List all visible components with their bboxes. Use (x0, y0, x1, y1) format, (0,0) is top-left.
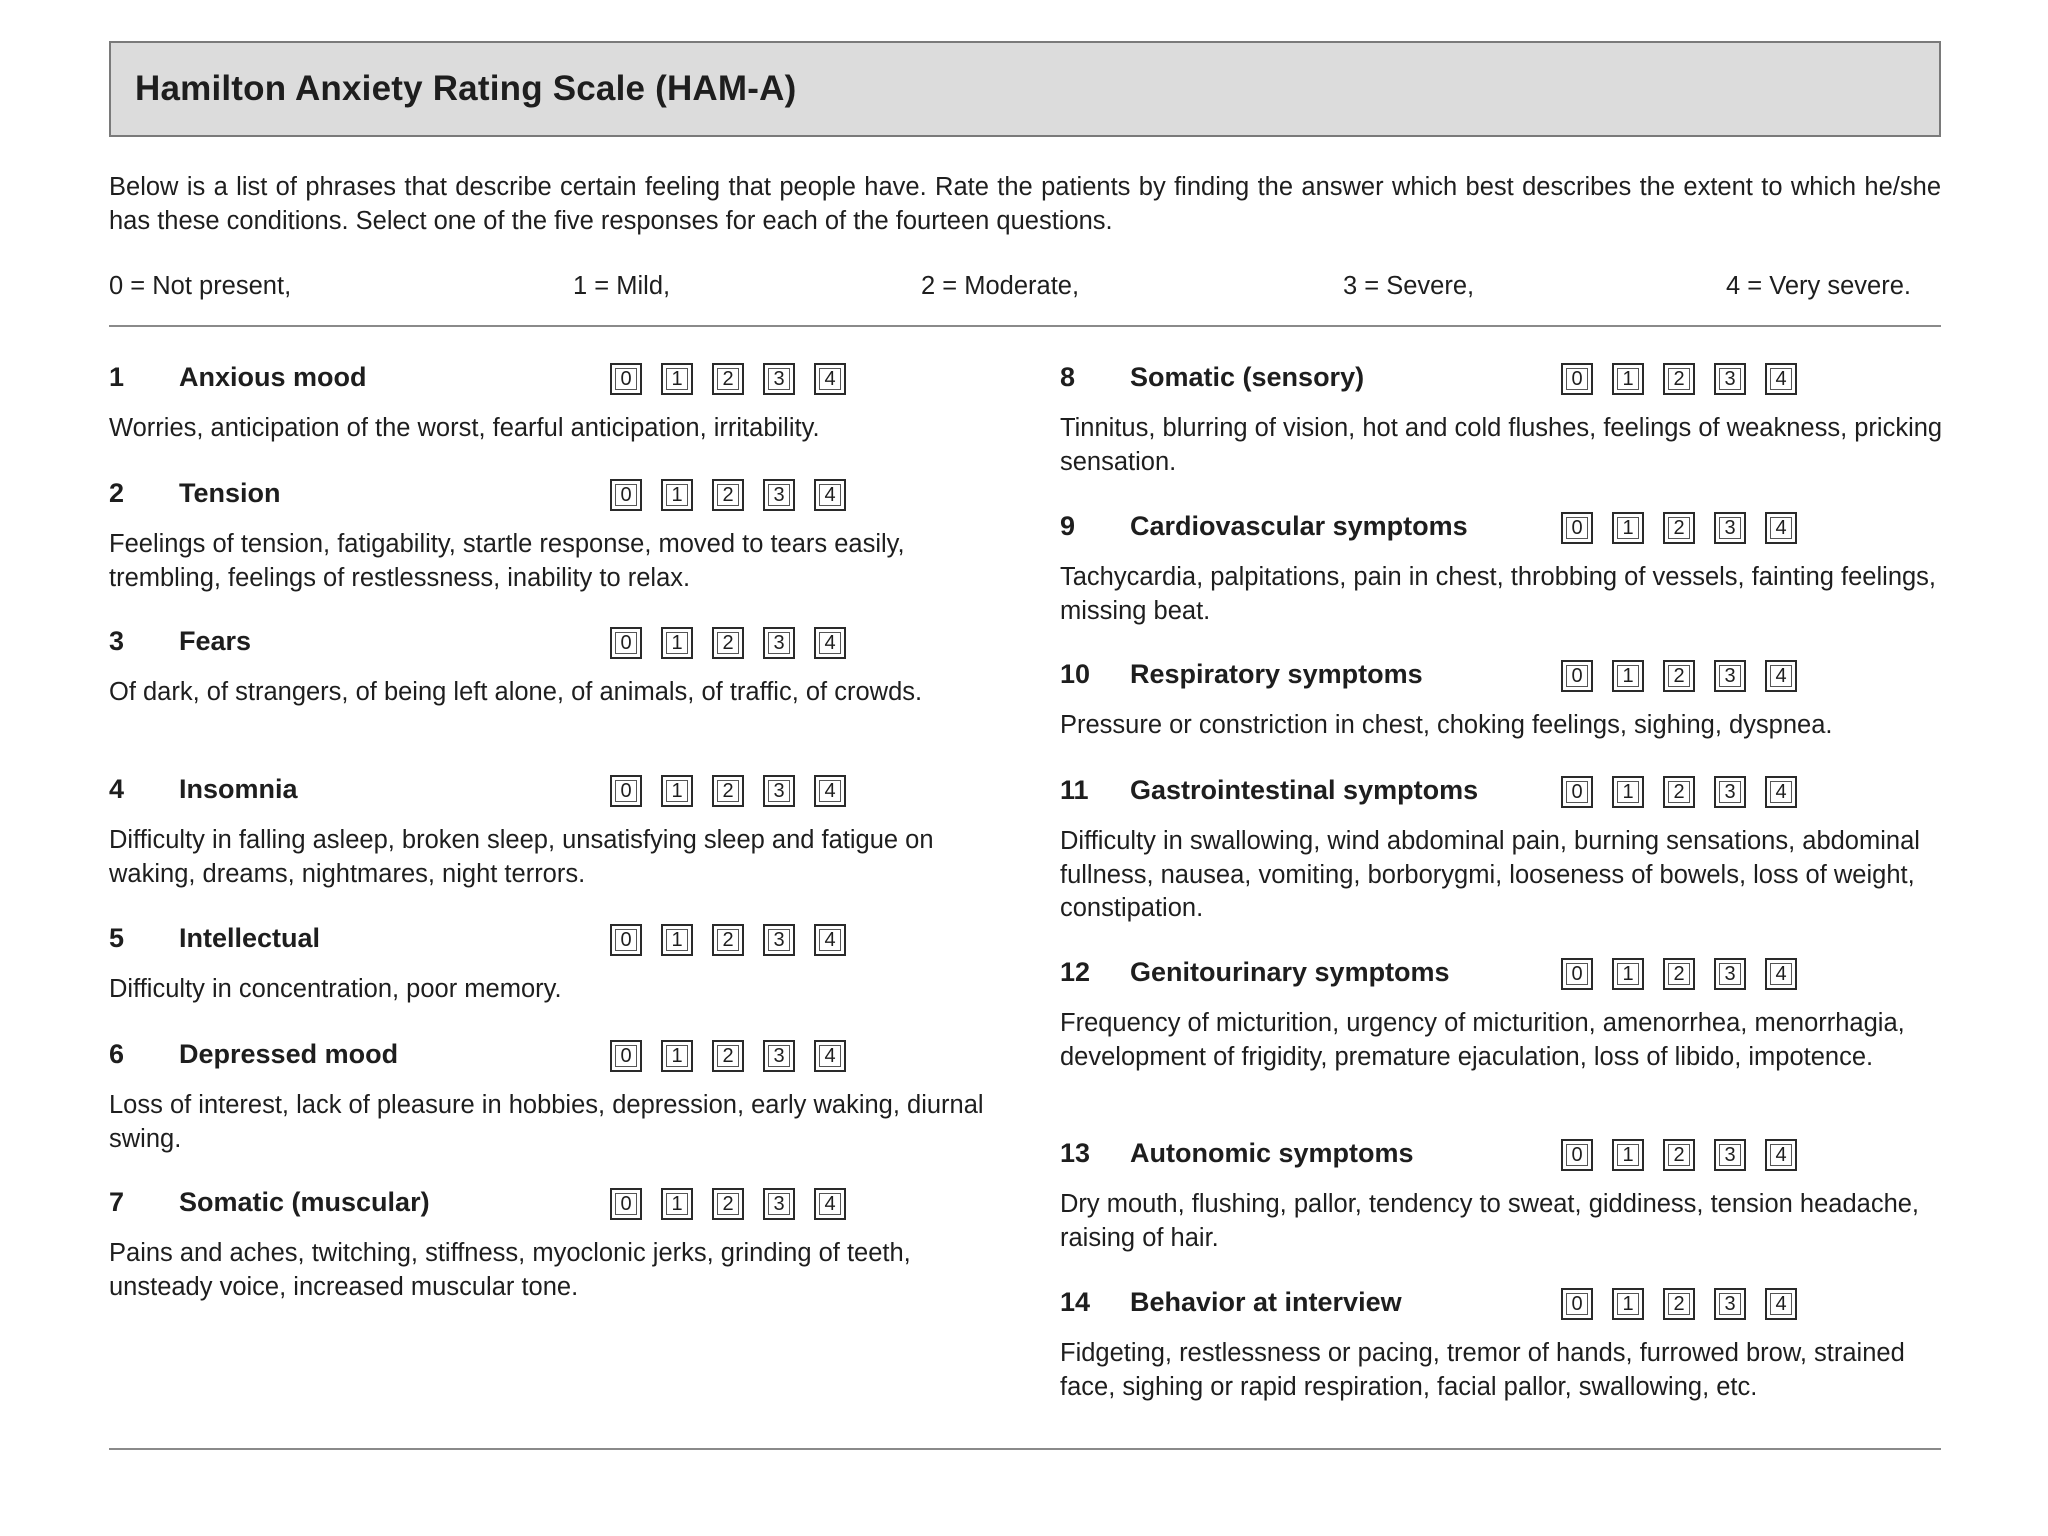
item-description: Worries, anticipation of the worst, fearful anticipation, irritability. (109, 414, 820, 442)
rating-option-4[interactable] (814, 1040, 846, 1072)
scale-legend-2: 2 = Moderate, (921, 272, 1080, 300)
rating-option-3[interactable] (763, 627, 795, 659)
rating-option-label: 0 (1566, 1144, 1588, 1166)
rating-option-label: 0 (615, 484, 637, 506)
rating-option-3[interactable] (1714, 363, 1746, 395)
rating-option-label: 0 (1566, 1293, 1588, 1315)
item-name: Somatic (sensory) (1130, 362, 1365, 392)
rating-option-4[interactable] (814, 924, 846, 956)
rating-option-label: 0 (1566, 368, 1588, 390)
rating-options (1561, 660, 1797, 692)
rating-options (610, 1040, 846, 1072)
rating-option-label: 3 (1719, 368, 1741, 390)
rating-option-label: 0 (1566, 963, 1588, 985)
rating-option-4[interactable] (1765, 660, 1797, 692)
rating-option-label: 4 (819, 929, 841, 951)
rating-option-4[interactable] (814, 363, 846, 395)
rating-option-0[interactable] (610, 363, 642, 395)
rating-option-3[interactable] (763, 479, 795, 511)
item-description: Difficulty in falling asleep, broken sleep, unsatisfying sleep and fatigue on waking, dreams, nightmares, night terrors. (109, 826, 934, 888)
item-number: 14 (1060, 1287, 1091, 1317)
rating-option-label: 2 (1668, 517, 1690, 539)
rating-option-1[interactable] (661, 479, 693, 511)
rating-option-0[interactable] (610, 1188, 642, 1220)
rating-option-2[interactable] (712, 1040, 744, 1072)
item-name: Anxious mood (179, 362, 367, 392)
rating-option-label: 2 (717, 1193, 739, 1215)
rating-option-label: 2 (1668, 781, 1690, 803)
item-description: Pains and aches, twitching, stiffness, myoclonic jerks, grinding of teeth, unsteady voice, increased muscular tone. (109, 1239, 911, 1301)
rating-option-4[interactable] (814, 627, 846, 659)
rating-option-label: 3 (1719, 963, 1741, 985)
rating-option-4[interactable] (814, 1188, 846, 1220)
rating-option-4[interactable] (1765, 776, 1797, 808)
rating-option-label: 3 (1719, 517, 1741, 539)
rating-option-label: 4 (819, 1193, 841, 1215)
rating-option-label: 4 (1770, 963, 1792, 985)
rating-option-label: 2 (717, 632, 739, 654)
rating-option-label: 1 (666, 1045, 688, 1067)
rating-option-0[interactable] (610, 1040, 642, 1072)
item-name: Insomnia (179, 774, 298, 804)
rating-options (610, 627, 846, 659)
rating-option-label: 4 (1770, 1293, 1792, 1315)
rating-option-label: 3 (1719, 781, 1741, 803)
rating-option-label: 3 (1719, 1293, 1741, 1315)
rating-option-4[interactable] (814, 775, 846, 807)
rating-option-1[interactable] (1612, 776, 1644, 808)
rating-option-label: 0 (1566, 665, 1588, 687)
rating-option-4[interactable] (814, 479, 846, 511)
item-number: 12 (1060, 957, 1091, 987)
rating-option-2[interactable] (1663, 363, 1695, 395)
rating-options (610, 924, 846, 956)
scale-legend-0: 0 = Not present, (109, 272, 292, 300)
item-name: Fears (179, 626, 252, 656)
item-number: 13 (1060, 1138, 1091, 1168)
rating-option-label: 2 (1668, 665, 1690, 687)
rating-option-4[interactable] (1765, 512, 1797, 544)
rating-option-label: 3 (768, 484, 790, 506)
title-box (109, 41, 1941, 137)
rating-option-3[interactable] (763, 1040, 795, 1072)
rating-option-2[interactable] (712, 924, 744, 956)
item-description: Difficulty in swallowing, wind abdominal pain, burning sensations, abdominal fullness, nausea, vomiting, borborygmi, looseness of bowels, loss of weight, constipation. (1060, 827, 1920, 922)
rating-options (610, 775, 846, 807)
rating-option-label: 0 (615, 1193, 637, 1215)
rating-option-label: 1 (1617, 368, 1639, 390)
rating-option-label: 0 (1566, 517, 1588, 539)
rating-options (1561, 363, 1797, 395)
rating-option-label: 2 (1668, 963, 1690, 985)
item-name: Tension (179, 478, 281, 508)
rating-option-label: 0 (1566, 781, 1588, 803)
rating-option-label: 3 (768, 780, 790, 802)
scale-legend-1: 1 = Mild, (573, 272, 671, 300)
rating-option-label: 4 (819, 368, 841, 390)
item-description: Tachycardia, palpitations, pain in chest, throbbing of vessels, fainting feelings, missing beat. (1060, 563, 1937, 625)
rating-options (610, 479, 846, 511)
rating-option-label: 0 (615, 929, 637, 951)
item-name: Gastrointestinal symptoms (1130, 775, 1479, 805)
rating-option-1[interactable] (661, 627, 693, 659)
rating-options (610, 1188, 846, 1220)
rating-option-3[interactable] (1714, 958, 1746, 990)
rating-option-1[interactable] (1612, 363, 1644, 395)
intro-paragraph: Below is a list of phrases that describe certain feeling that people have. Rate the patients by finding the answer which best describes the extent to which he/she has these conditions. Select one of the five responses for each of the fourteen questions. (109, 173, 1941, 235)
rating-option-1[interactable] (661, 1188, 693, 1220)
item-description: Dry mouth, flushing, pallor, tendency to sweat, giddiness, tension headache, raising of hair. (1060, 1190, 1920, 1252)
rating-option-label: 1 (1617, 781, 1639, 803)
rating-option-label: 3 (768, 368, 790, 390)
item-name: Depressed mood (179, 1039, 399, 1069)
rating-option-1[interactable] (1612, 660, 1644, 692)
item-number: 8 (1060, 362, 1076, 392)
rating-option-2[interactable] (1663, 1288, 1695, 1320)
item-number: 5 (109, 923, 125, 953)
rating-option-4[interactable] (1765, 1139, 1797, 1171)
rating-option-0[interactable] (610, 479, 642, 511)
rating-option-label: 1 (1617, 1144, 1639, 1166)
divider-bottom (109, 1448, 1941, 1450)
rating-option-label: 1 (666, 780, 688, 802)
rating-option-3[interactable] (1714, 1288, 1746, 1320)
rating-option-0[interactable] (1561, 776, 1593, 808)
rating-option-label: 3 (1719, 665, 1741, 687)
page-title: Hamilton Anxiety Rating Scale (HAM-A) (135, 69, 797, 108)
item-number: 9 (1060, 511, 1076, 541)
rating-options (1561, 1139, 1797, 1171)
rating-option-1[interactable] (661, 363, 693, 395)
rating-option-3[interactable] (763, 1188, 795, 1220)
rating-option-label: 3 (1719, 1144, 1741, 1166)
rating-option-2[interactable] (712, 363, 744, 395)
rating-option-label: 4 (819, 780, 841, 802)
rating-option-label: 4 (1770, 781, 1792, 803)
rating-option-2[interactable] (1663, 776, 1695, 808)
rating-option-1[interactable] (1612, 958, 1644, 990)
rating-option-3[interactable] (763, 775, 795, 807)
rating-option-4[interactable] (1765, 363, 1797, 395)
item-number: 10 (1060, 659, 1091, 689)
rating-option-2[interactable] (712, 479, 744, 511)
rating-option-3[interactable] (763, 924, 795, 956)
rating-option-label: 2 (717, 780, 739, 802)
rating-option-label: 1 (1617, 1293, 1639, 1315)
rating-option-label: 4 (819, 484, 841, 506)
rating-option-label: 3 (768, 929, 790, 951)
rating-option-0[interactable] (1561, 660, 1593, 692)
rating-option-label: 0 (615, 368, 637, 390)
rating-option-2[interactable] (1663, 512, 1695, 544)
rating-option-0[interactable] (1561, 512, 1593, 544)
rating-option-label: 4 (1770, 517, 1792, 539)
rating-option-label: 3 (768, 1045, 790, 1067)
item-description: Pressure or constriction in chest, choking feelings, sighing, dyspnea. (1060, 711, 1833, 739)
item-name: Autonomic symptoms (1130, 1138, 1414, 1168)
item-number: 3 (109, 626, 125, 656)
rating-option-3[interactable] (1714, 776, 1746, 808)
rating-option-3[interactable] (1714, 512, 1746, 544)
rating-option-2[interactable] (712, 1188, 744, 1220)
rating-option-0[interactable] (1561, 958, 1593, 990)
rating-option-1[interactable] (1612, 1139, 1644, 1171)
rating-option-0[interactable] (610, 775, 642, 807)
rating-option-3[interactable] (1714, 1139, 1746, 1171)
rating-option-label: 2 (717, 368, 739, 390)
divider-top (109, 325, 1941, 327)
rating-option-label: 1 (1617, 665, 1639, 687)
item-description: Feelings of tension, fatigability, startle response, moved to tears easily, trembling, feelings of restlessness, inability to relax. (109, 530, 905, 592)
rating-option-label: 0 (615, 632, 637, 654)
scale-legend-3: 3 = Severe, (1343, 272, 1475, 300)
item-description: Fidgeting, restlessness or pacing, tremor of hands, furrowed brow, strained face, sighing or rapid respiration, facial pallor, swallowing, etc. (1060, 1339, 1905, 1401)
rating-option-3[interactable] (763, 363, 795, 395)
rating-options (1561, 776, 1797, 808)
item-number: 6 (109, 1039, 125, 1069)
rating-option-2[interactable] (1663, 958, 1695, 990)
rating-option-label: 4 (819, 1045, 841, 1067)
item-description: Loss of interest, lack of pleasure in hobbies, depression, early waking, diurnal swing. (109, 1091, 984, 1153)
rating-option-label: 1 (1617, 517, 1639, 539)
rating-options (610, 363, 846, 395)
rating-options (1561, 1288, 1797, 1320)
item-name: Behavior at interview (1130, 1287, 1402, 1317)
rating-option-label: 2 (1668, 368, 1690, 390)
rating-option-label: 2 (717, 929, 739, 951)
rating-option-0[interactable] (1561, 1139, 1593, 1171)
rating-option-label: 4 (1770, 368, 1792, 390)
rating-option-0[interactable] (610, 627, 642, 659)
scale-legend-4: 4 = Very severe. (1726, 272, 1911, 300)
rating-option-label: 4 (1770, 1144, 1792, 1166)
rating-option-label: 1 (666, 632, 688, 654)
rating-option-1[interactable] (661, 924, 693, 956)
rating-option-1[interactable] (661, 775, 693, 807)
rating-option-2[interactable] (1663, 660, 1695, 692)
rating-option-1[interactable] (1612, 512, 1644, 544)
rating-option-label: 0 (615, 1045, 637, 1067)
rating-option-label: 2 (717, 1045, 739, 1067)
item-name: Cardiovascular symptoms (1130, 511, 1468, 541)
item-description: Frequency of micturition, urgency of micturition, amenorrhea, menorrhagia, development of frigidity, premature ejaculation, loss of libido, impotence. (1060, 1009, 1905, 1071)
rating-option-label: 2 (717, 484, 739, 506)
item-number: 11 (1060, 775, 1089, 805)
rating-option-4[interactable] (1765, 958, 1797, 990)
rating-option-3[interactable] (1714, 660, 1746, 692)
rating-options (1561, 958, 1797, 990)
item-description: Difficulty in concentration, poor memory. (109, 975, 562, 1003)
rating-option-label: 1 (666, 368, 688, 390)
rating-option-1[interactable] (661, 1040, 693, 1072)
rating-option-label: 1 (666, 1193, 688, 1215)
item-description: Tinnitus, blurring of vision, hot and cold flushes, feelings of weakness, pricking sensation. (1060, 414, 1943, 476)
item-name: Somatic (muscular) (179, 1187, 430, 1217)
rating-option-0[interactable] (1561, 363, 1593, 395)
item-number: 2 (109, 478, 125, 508)
item-description: Of dark, of strangers, of being left alone, of animals, of traffic, of crowds. (109, 678, 923, 706)
rating-option-label: 4 (819, 632, 841, 654)
rating-option-label: 3 (768, 632, 790, 654)
rating-options (1561, 512, 1797, 544)
item-name: Intellectual (179, 923, 321, 953)
rating-option-label: 1 (666, 484, 688, 506)
rating-option-label: 2 (1668, 1144, 1690, 1166)
rating-option-2[interactable] (712, 775, 744, 807)
rating-option-0[interactable] (610, 924, 642, 956)
rating-option-4[interactable] (1765, 1288, 1797, 1320)
rating-option-2[interactable] (1663, 1139, 1695, 1171)
item-number: 4 (109, 774, 125, 804)
rating-option-label: 0 (615, 780, 637, 802)
rating-option-1[interactable] (1612, 1288, 1644, 1320)
rating-option-2[interactable] (712, 627, 744, 659)
item-name: Genitourinary symptoms (1130, 957, 1450, 987)
rating-option-0[interactable] (1561, 1288, 1593, 1320)
rating-option-label: 4 (1770, 665, 1792, 687)
rating-option-label: 2 (1668, 1293, 1690, 1315)
rating-option-label: 1 (1617, 963, 1639, 985)
item-number: 1 (109, 362, 125, 392)
item-name: Respiratory symptoms (1130, 659, 1423, 689)
rating-option-label: 1 (666, 929, 688, 951)
rating-option-label: 3 (768, 1193, 790, 1215)
item-number: 7 (109, 1187, 125, 1217)
